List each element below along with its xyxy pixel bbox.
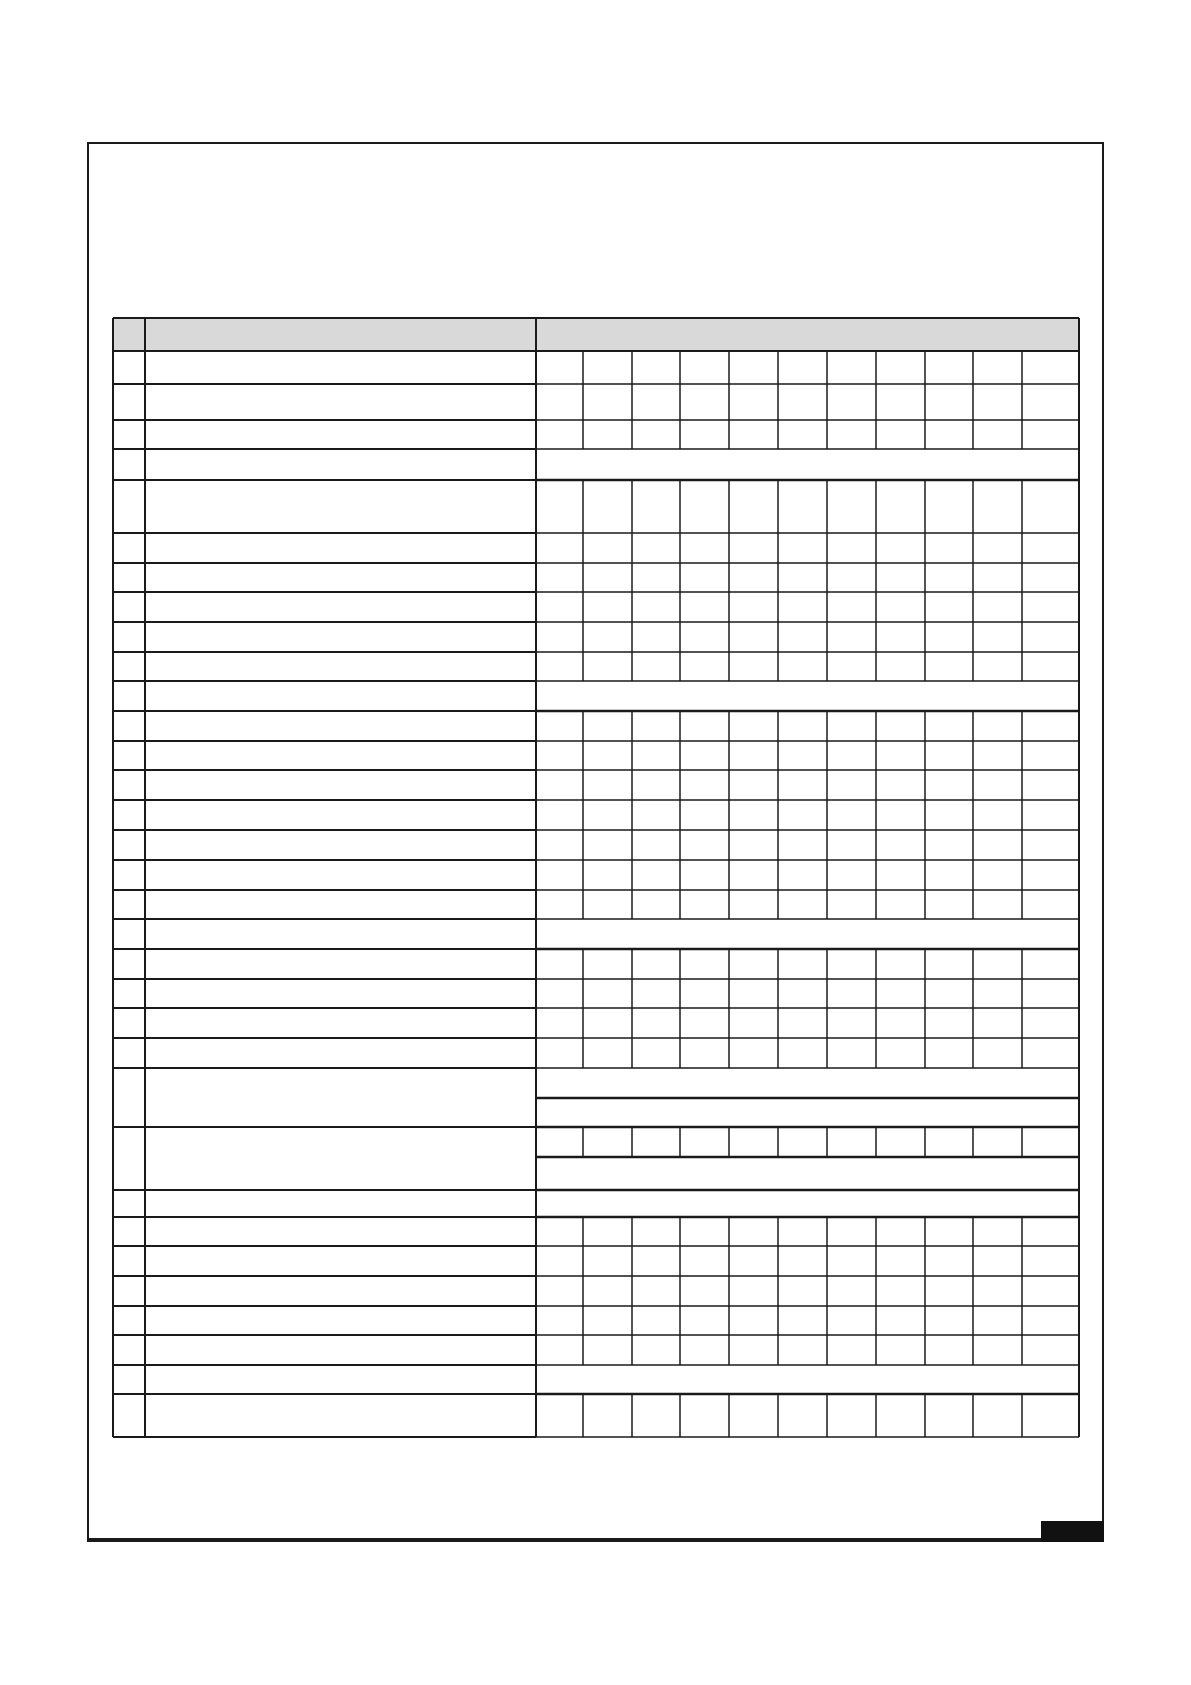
page-number-tab xyxy=(1041,1521,1104,1542)
page-border xyxy=(87,142,1104,1542)
